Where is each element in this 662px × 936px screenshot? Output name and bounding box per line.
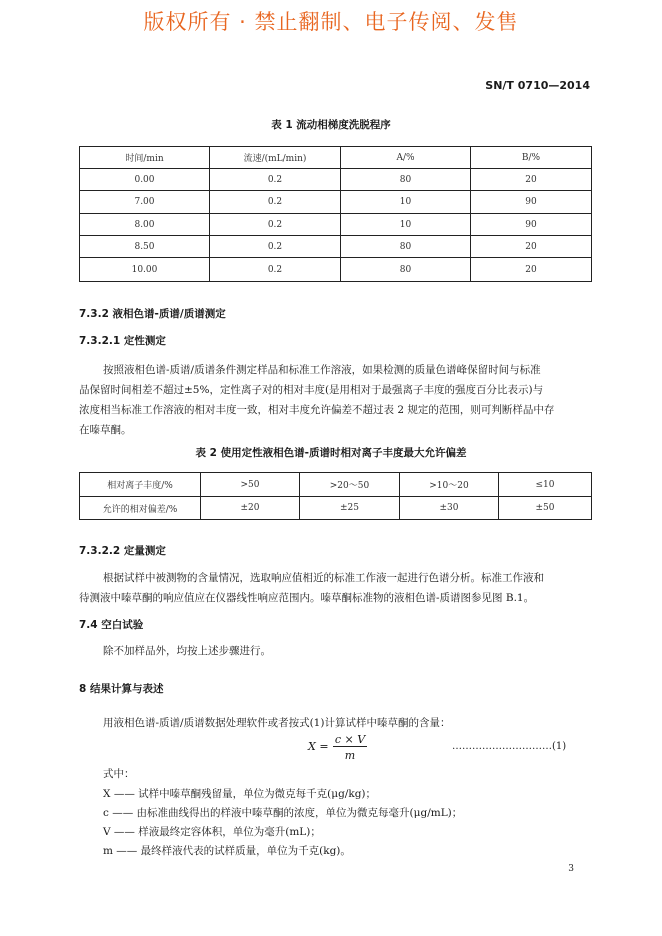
table-cell: 90 [471, 214, 592, 236]
section-7-3-2-heading: 7.3.2 液相色谱-质谱/质谱测定 [79, 308, 226, 320]
formula-lhs: X = [308, 740, 329, 753]
table1 [79, 146, 592, 282]
table-cell: 0.2 [210, 214, 341, 236]
table-cell: ±50 [499, 497, 592, 520]
table-cell: 0.2 [210, 191, 341, 214]
table-cell: >10～20 [400, 473, 499, 497]
table-row [80, 473, 592, 497]
section-7-4-heading: 7.4 空白试验 [79, 619, 144, 631]
paragraph-line: 根据试样中被测物的含量情况，选取响应值相近的标准工作液一起进行色谱分析。标准工作液和 [103, 572, 544, 584]
table1-header: 流速/(mL/min) [210, 147, 341, 169]
table-cell: 20 [471, 258, 592, 282]
formula-number: …………………………(1) [452, 741, 567, 752]
formula-numerator: c × V [334, 733, 366, 746]
paragraph-line: 用液相色谱-质谱/质谱数据处理软件或者按式(1)计算试样中嗪草酮的含量： [103, 717, 451, 729]
table-cell: >20～50 [300, 473, 400, 497]
table-cell: 0.2 [210, 258, 341, 282]
table1-caption: 表 1 流动相梯度洗脱程序 [271, 119, 391, 131]
table-cell: ≤10 [499, 473, 592, 497]
section-7-3-2-2-heading: 7.3.2.2 定量测定 [79, 545, 166, 557]
paragraph-line: 浓度相当标准工作溶液的相对丰度一致，相对丰度允许偏差不超过表 2 规定的范围，则可判断样品中存 [79, 404, 555, 416]
table-cell: 90 [471, 191, 592, 214]
paragraph-line: 待测液中嗪草酮的响应值应在仪器线性响应范围内。嗪草酮标准物的液相色谱-质谱图参见图 B.1。 [79, 592, 535, 604]
table1-header: B/% [471, 147, 592, 169]
variable-definition: X —— 试样中嗪草酮残留量，单位为微克每千克(μg/kg)； [103, 788, 377, 800]
table-cell: 80 [341, 236, 471, 258]
table2 [79, 472, 592, 520]
table-cell: ±30 [400, 497, 499, 520]
section-7-3-2-1-heading: 7.3.2.1 定性测定 [79, 335, 166, 347]
table1-header: A/% [341, 147, 471, 169]
table-cell: 80 [341, 169, 471, 191]
document-number: SN/T 0710—2014 [485, 79, 590, 92]
table-row [80, 214, 592, 236]
paragraph-line: 除不加样品外，均按上述步骤进行。 [103, 645, 271, 657]
table-cell: >50 [201, 473, 300, 497]
table-cell: 10.00 [80, 258, 210, 282]
table-row [80, 191, 592, 214]
paragraph-line: 品保留时间相差不超过±5%，定性离子对的相对丰度(是用相对于最强离子丰度的强度百分比表示)与 [79, 384, 544, 396]
where-label: 式中： [103, 768, 135, 780]
table-cell: 20 [471, 169, 592, 191]
table-cell: 10 [341, 191, 471, 214]
variable-definition: c —— 由标准曲线得出的样液中嗪草酮的浓度，单位为微克每毫升(μg/mL)； [103, 807, 463, 819]
variable-definition: V —— 样液最终定容体积，单位为毫升(mL)； [103, 826, 321, 838]
table-cell: ±25 [300, 497, 400, 520]
section-8-heading: 8 结果计算与表述 [79, 683, 164, 695]
table-cell: 10 [341, 214, 471, 236]
watermark: 版权所有 · 禁止翻制、电子传阅、发售 [143, 10, 519, 34]
paragraph-line: 按照液相色谱-质谱/质谱条件测定样品和标准工作溶液，如果检测的质量色谱峰保留时间与标准 [103, 364, 541, 376]
table-row [80, 169, 592, 191]
table-cell: ±20 [201, 497, 300, 520]
table2-caption: 表 2 使用定性液相色谱-质谱时相对离子丰度最大允许偏差 [195, 447, 467, 459]
table-cell: 8.50 [80, 236, 210, 258]
table-row-header: 相对离子丰度/% [80, 473, 201, 497]
table-cell: 0.00 [80, 169, 210, 191]
table-cell: 0.2 [210, 236, 341, 258]
formula-denominator: m [344, 749, 356, 762]
table-cell: 7.00 [80, 191, 210, 214]
variable-definition: m —— 最终样液代表的试样质量，单位为千克(kg)。 [103, 845, 351, 857]
table-cell: 8.00 [80, 214, 210, 236]
table-row [80, 236, 592, 258]
page-number: 3 [568, 864, 574, 874]
table-cell: 0.2 [210, 169, 341, 191]
table-row-header: 允许的相对偏差/% [80, 497, 201, 520]
table1-header: 时间/min [80, 147, 210, 169]
table-row [80, 497, 592, 520]
table-row [80, 258, 592, 282]
table-cell: 80 [341, 258, 471, 282]
table-cell: 20 [471, 236, 592, 258]
paragraph-line: 在嗪草酮。 [79, 424, 132, 436]
